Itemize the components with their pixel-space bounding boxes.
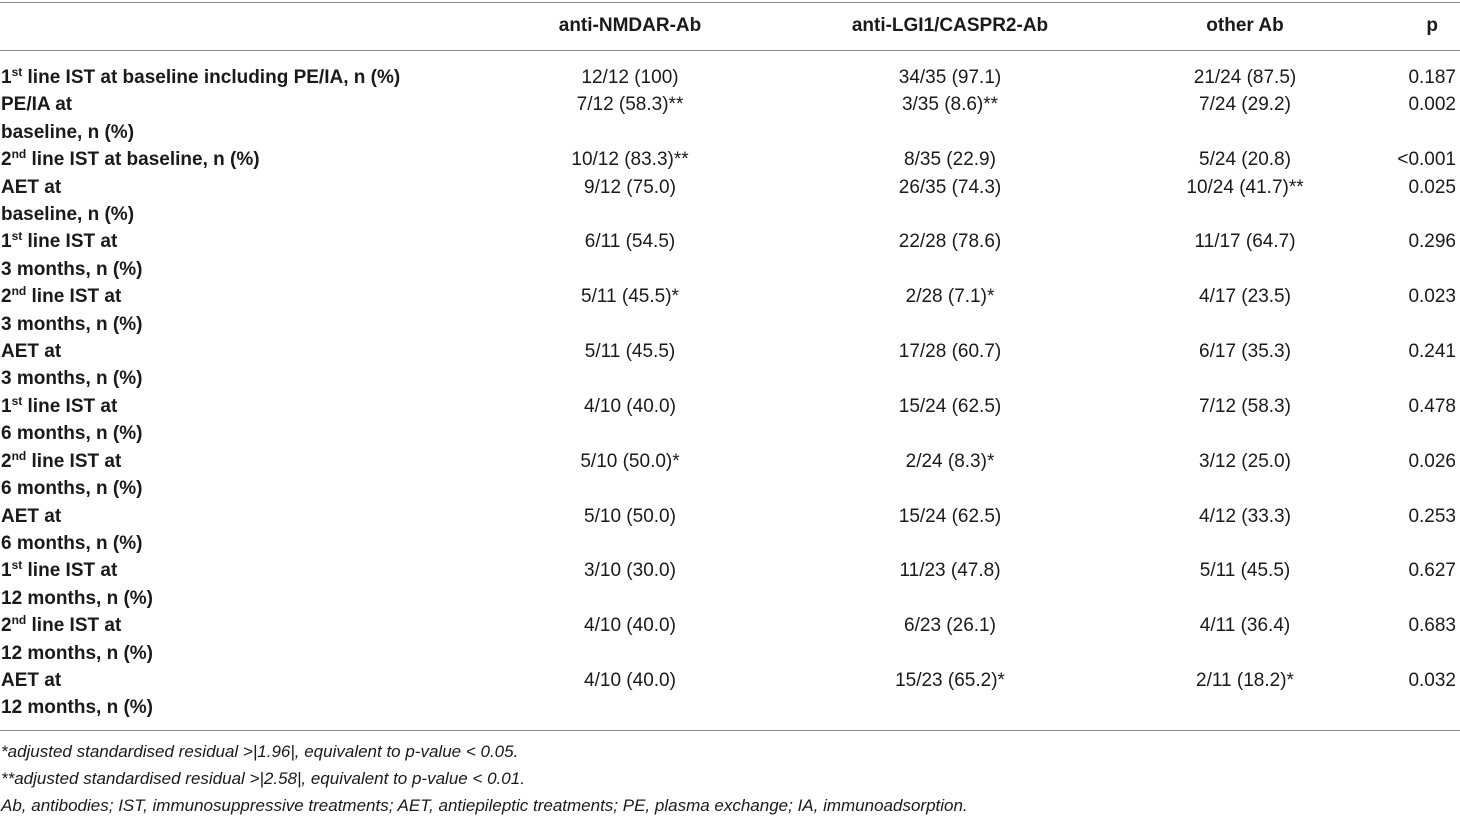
row-label-ordinal: st	[11, 229, 23, 244]
cell-nmdar: 9/12 (75.0)	[584, 176, 676, 198]
cell-other-ab: 7/12 (58.3)	[1199, 395, 1291, 417]
cell-p-value: 0.025	[1408, 176, 1456, 198]
row-label-line2: 3 months, n (%)	[1, 313, 143, 335]
row-label	[0, 393, 520, 448]
table-row	[0, 393, 1460, 448]
row-label-start: 1	[1, 67, 12, 88]
row-label-ordinal: nd	[11, 613, 27, 628]
cell-nmdar: 3/10 (30.0)	[584, 560, 676, 582]
cell-lgi1-caspr2: 2/28 (7.1)*	[905, 286, 995, 308]
cell-nmdar: 4/10 (40.0)	[584, 395, 676, 417]
cell-other-ab: 4/12 (33.3)	[1199, 505, 1291, 527]
footnote-abbreviations: Ab, antibodies; IST, immunosuppressive treatments; AET, antiepileptic treatments; PE, plasma exchange; IA, immunoadsorption.	[1, 796, 968, 815]
cell-lgi1-caspr2: 2/24 (8.3)*	[905, 450, 995, 472]
row-label	[0, 612, 520, 667]
table-row	[0, 174, 1460, 229]
table-row	[0, 91, 1460, 146]
row-label	[0, 283, 520, 338]
cell-lgi1-caspr2: 34/35 (97.1)	[898, 67, 1002, 88]
row-label	[0, 91, 520, 146]
table-row	[0, 228, 1460, 283]
cell-p-value: 0.023	[1408, 286, 1456, 308]
cell-lgi1-caspr2: 11/23 (47.8)	[899, 560, 1001, 582]
cell-p-value: 0.241	[1408, 341, 1456, 363]
cell-other-ab: 10/24 (41.7)**	[1186, 176, 1304, 198]
cell-lgi1-caspr2: 26/35 (74.3)	[898, 176, 1002, 198]
row-label	[0, 338, 520, 393]
row-label-ordinal: nd	[11, 147, 27, 162]
cell-nmdar: 5/10 (50.0)*	[580, 450, 680, 472]
header-row	[0, 0, 1460, 52]
row-label-start: 1	[1, 395, 12, 417]
cell-other-ab: 21/24 (87.5)	[1193, 67, 1297, 88]
footnote-single-asterisk: *adjusted standardised residual >|1.96|, equivalent to p-value < 0.05.	[1, 742, 519, 761]
cell-lgi1-caspr2: 15/24 (62.5)	[898, 395, 1002, 417]
row-label-line2: 3 months, n (%)	[1, 368, 143, 390]
table-bottom-rule	[0, 730, 1460, 731]
row-label-start: AET at	[1, 176, 62, 198]
cell-lgi1-caspr2: 3/35 (8.6)**	[901, 94, 999, 116]
cell-other-ab: 5/11 (45.5)	[1199, 560, 1291, 582]
cell-p-value: 0.187	[1408, 67, 1456, 88]
cell-other-ab: 2/11 (18.2)*	[1196, 669, 1294, 691]
cell-p-value: <0.001	[1397, 149, 1456, 171]
cell-other-ab: 11/17 (64.7)	[1194, 231, 1296, 253]
cell-nmdar: 5/10 (50.0)	[584, 505, 676, 527]
cell-lgi1-caspr2: 15/24 (62.5)	[898, 505, 1002, 527]
row-label-start: 1	[1, 231, 12, 253]
header-lgi1-caspr2: anti-LGI1/CASPR2-Ab	[851, 15, 1049, 36]
table-row	[0, 146, 1460, 173]
cell-p-value: 0.253	[1408, 505, 1456, 527]
header-label	[0, 0, 520, 52]
row-label-start: AET at	[1, 669, 62, 691]
cell-p-value: 0.296	[1408, 231, 1456, 253]
row-label-rest: line IST at	[26, 450, 122, 472]
table-row	[0, 338, 1460, 393]
row-label-ordinal: nd	[11, 448, 27, 463]
cell-p-value: 0.478	[1408, 395, 1456, 417]
table-row	[0, 448, 1460, 503]
row-label-ordinal: st	[11, 393, 23, 408]
cell-p-value: 0.683	[1408, 615, 1456, 637]
row-label-start: PE/IA at	[1, 94, 73, 116]
cell-lgi1-caspr2: 17/28 (60.7)	[898, 341, 1002, 363]
row-label-ordinal: st	[11, 558, 23, 573]
cell-lgi1-caspr2: 6/23 (26.1)	[904, 615, 996, 637]
row-label	[0, 557, 520, 612]
cell-p-value: 0.032	[1408, 669, 1456, 691]
cell-nmdar: 5/11 (45.5)	[584, 341, 676, 363]
cell-other-ab: 4/11 (36.4)	[1199, 615, 1291, 637]
row-label-rest: line IST at	[26, 286, 122, 308]
row-label-line2: baseline, n (%)	[1, 121, 135, 143]
row-label	[0, 503, 520, 558]
row-label-line2: 6 months, n (%)	[1, 423, 143, 445]
row-label-rest: line IST at	[22, 395, 118, 417]
cell-nmdar: 6/11 (54.5)	[584, 231, 676, 253]
row-label-start: AET at	[1, 341, 62, 363]
cell-lgi1-caspr2: 8/35 (22.9)	[904, 149, 996, 171]
row-label-ordinal: st	[11, 65, 23, 79]
cell-nmdar: 7/12 (58.3)**	[576, 94, 684, 116]
header-other-ab: other Ab	[1206, 15, 1284, 36]
table-footnotes	[1, 738, 1451, 819]
row-label-line2: 3 months, n (%)	[1, 258, 143, 280]
cell-other-ab: 7/24 (29.2)	[1199, 94, 1291, 116]
row-label-line2: 12 months, n (%)	[1, 697, 154, 719]
cell-other-ab: 6/17 (35.3)	[1199, 341, 1291, 363]
row-label-rest: line IST at baseline, n (%)	[26, 149, 260, 171]
row-label-start: 2	[1, 615, 12, 637]
row-label-line2: 6 months, n (%)	[1, 532, 143, 554]
table-row	[0, 283, 1460, 338]
row-label	[0, 146, 520, 173]
table-row	[0, 667, 1460, 722]
row-label-start: 1	[1, 560, 12, 582]
cell-nmdar: 5/11 (45.5)*	[581, 286, 679, 308]
header-p-value: p	[1426, 15, 1438, 36]
row-label	[0, 448, 520, 503]
table-row	[0, 557, 1460, 612]
row-label	[0, 667, 520, 722]
cell-other-ab: 4/17 (23.5)	[1199, 286, 1291, 308]
row-label-line2: 12 months, n (%)	[1, 642, 154, 664]
row-label-start: 2	[1, 149, 12, 171]
footnote-double-asterisk: **adjusted standardised residual >|2.58|, equivalent to p-value < 0.01.	[1, 769, 525, 788]
table-row	[0, 612, 1460, 667]
row-label-line2: baseline, n (%)	[1, 204, 135, 226]
row-label-rest: line IST at baseline including PE/IA, n (%)	[22, 67, 401, 88]
table-row	[0, 52, 1460, 91]
cell-lgi1-caspr2: 15/23 (65.2)*	[895, 669, 1005, 691]
row-label	[0, 228, 520, 283]
row-label-line2: 12 months, n (%)	[1, 587, 154, 609]
row-label-rest: line IST at	[26, 615, 122, 637]
row-label-start: AET at	[1, 505, 62, 527]
header-nmdar: anti-NMDAR-Ab	[558, 15, 702, 36]
cell-nmdar: 12/12 (100)	[581, 67, 679, 88]
row-label-rest: line IST at	[22, 231, 118, 253]
cell-nmdar: 10/12 (83.3)**	[571, 149, 689, 171]
cell-lgi1-caspr2: 22/28 (78.6)	[898, 231, 1002, 253]
row-label-start: 2	[1, 286, 12, 308]
cell-nmdar: 4/10 (40.0)	[584, 669, 676, 691]
row-label-ordinal: nd	[11, 284, 27, 299]
row-label	[0, 52, 520, 91]
cell-p-value: 0.026	[1408, 450, 1456, 472]
cell-p-value: 0.627	[1408, 560, 1456, 582]
row-label-start: 2	[1, 450, 12, 472]
row-label-rest: line IST at	[22, 560, 118, 582]
cell-nmdar: 4/10 (40.0)	[584, 615, 676, 637]
row-label	[0, 174, 520, 229]
cell-other-ab: 5/24 (20.8)	[1199, 149, 1291, 171]
table-row	[0, 503, 1460, 558]
cell-other-ab: 3/12 (25.0)	[1199, 450, 1291, 472]
cell-p-value: 0.002	[1408, 94, 1456, 116]
row-label-line2: 6 months, n (%)	[1, 478, 143, 500]
